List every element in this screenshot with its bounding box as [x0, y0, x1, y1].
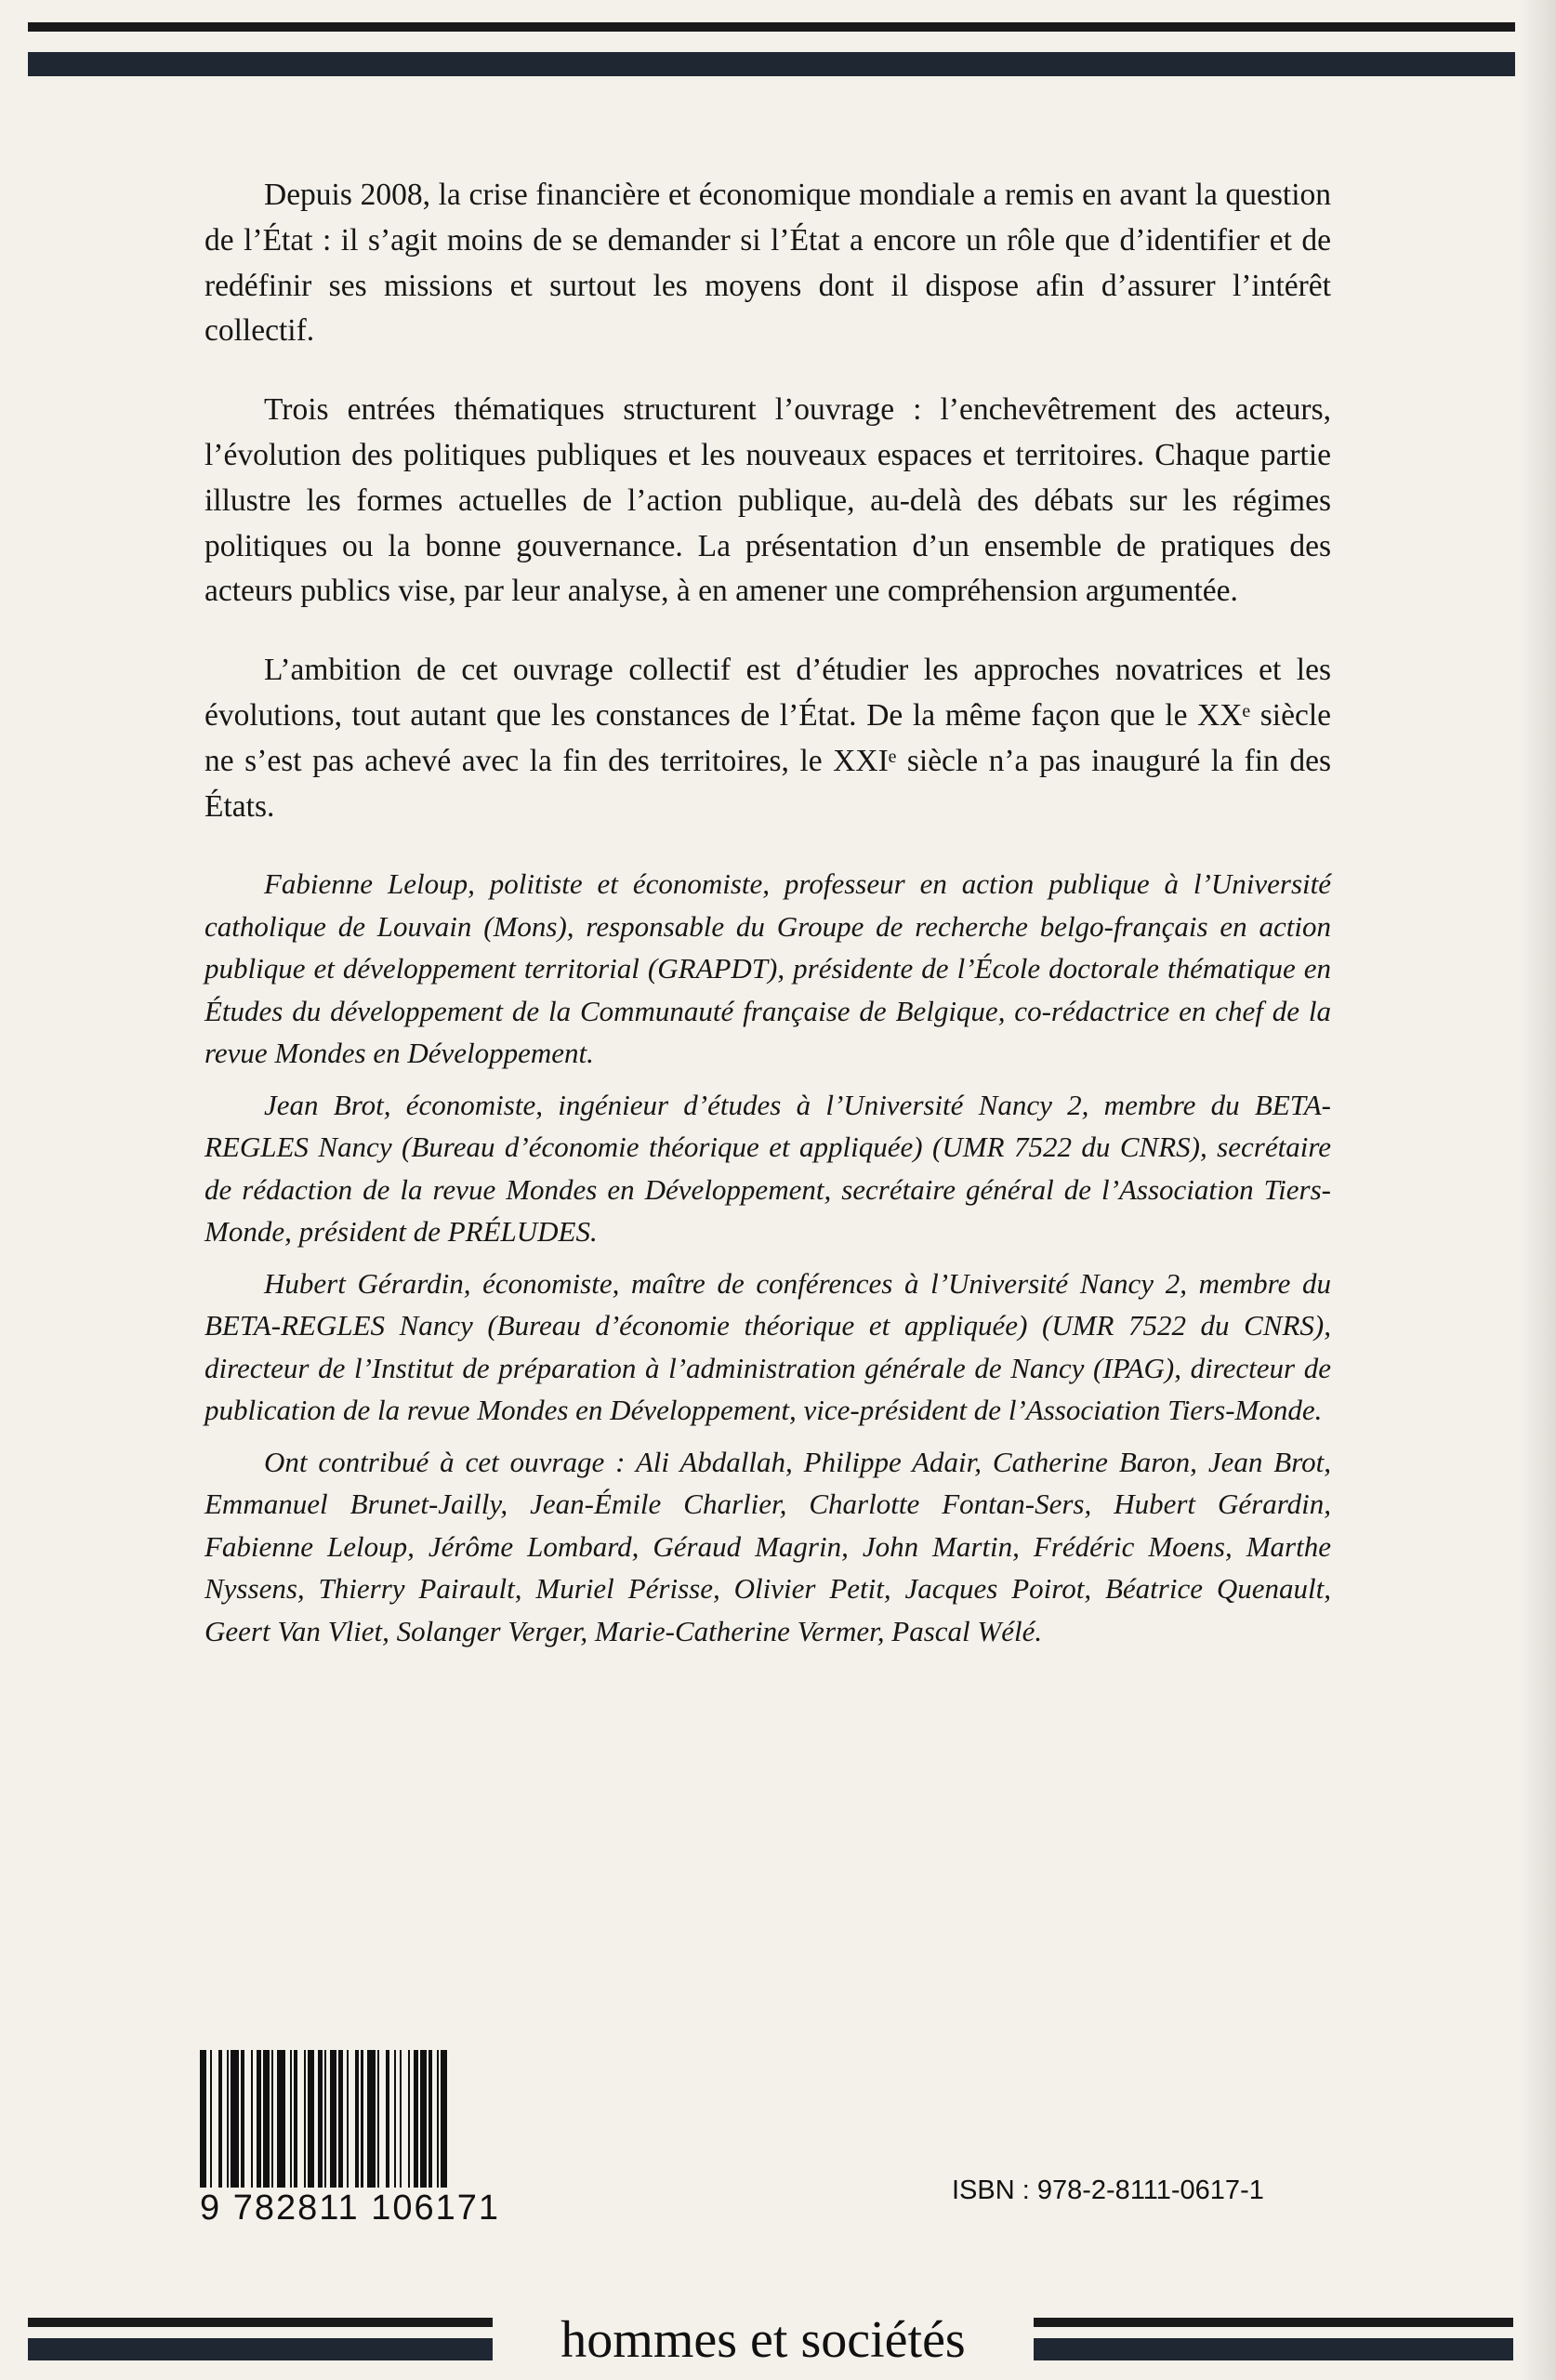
barcode — [200, 2050, 562, 2227]
summary-paragraph-3: L’ambition de cet ouvrage collectif est d’étudier les approches novatrices et les évolutions, tout autant que les constances de l’État. De la même façon que le XXᵉ siècle ne s’est pas achevé avec la fin des territoires, le XXIᵉ siècle n’a pas inauguré la fin des États. — [204, 653, 1331, 824]
summary-paragraph-1: Depuis 2008, la crise financière et économique mondiale a remis en avant la question de l’État : il s’agit moins de se demander si l’État a encore un rôle que d’identifier et de redéfinir ses missions et surtout les moyens dont il dispose afin d’assurer l’intérêt collectif. — [204, 178, 1331, 349]
summary-paragraph-2: Trois entrées thématiques structurent l’ouvrage : l’enchevêtrement des acteurs, l’évolution des politiques publiques et les nouveaux espaces et territoires. Chaque partie illustre les formes actuelles de l’action publique, au-delà des débats sur les régimes politiques ou la bonne gouvernance. La présentation d’un ensemble de pratiques des acteurs publics vise, par leur analyse, à en amener une compréhension argumentée. — [204, 392, 1331, 609]
bio-fabienne-leloup: Fabienne Leloup, politiste et économiste, professeur en action publique à l’Université catholique de Louvain (Mons), responsable du Groupe de recherche belgo-français en action publique et développement territorial (GRAPDT), présidente de l’École doctorale thématique en Études du développement de la Communauté française de Belgique, co-rédactrice en chef de la revue Mondes en Développement. — [204, 867, 1331, 1070]
author-bios — [204, 863, 1331, 1652]
barcode-bars — [200, 2050, 562, 2188]
page-edge-shadow — [1519, 0, 1556, 2380]
isbn-label: ISBN : 978-2-8111-0617-1 — [952, 2175, 1264, 2205]
back-cover-text — [204, 173, 1331, 1661]
bio-jean-brot: Jean Brot, économiste, ingénieur d’études à l’Université Nancy 2, membre du BETA-REGLES Nancy (Bureau d’économie théorique et appliquée) (UMR 7522 du CNRS), secrétaire de rédaction de la revue Mondes en Développement, secrétaire général de l’Association Tiers-Monde, président de PRÉLUDES. — [204, 1088, 1331, 1249]
footer-rule-left — [28, 2318, 493, 2370]
series-title: hommes et sociétés — [560, 2311, 966, 2369]
barcode-digits: 9 782811 106171 — [200, 2188, 501, 2228]
top-rule-thin — [28, 22, 1515, 32]
bio-hubert-gerardin: Hubert Gérardin, économiste, maître de conférences à l’Université Nancy 2, membre du BETA-REGLES Nancy (Bureau d’économie théorique et appliquée) (UMR 7522 du CNRS), directeur de l’Institut de préparation à l’administration générale de Nancy (IPAG), directeur de publication de la revue Mondes en Développement, vice-président de l’Association Tiers-Monde. — [204, 1266, 1331, 1427]
contributors-list: Ont contribué à cet ouvrage : Ali Abdallah, Philippe Adair, Catherine Baron, Jean Brot, Emmanuel Brunet-Jailly, Jean-Émile Charlier, Charlotte Fontan-Sers, Hubert Gérardin, Fabienne Leloup, Jérôme Lombard, Géraud Magrin, John Martin, Frédéric Moens, Marthe Nyssens, Thierry Pairault, Muriel Périsse, Olivier Petit, Jacques Poirot, Béatrice Quenault, Geert Van Vliet, Solanger Verger, Marie-Catherine Vermer, Pascal Wélé. — [204, 1445, 1331, 1647]
top-rule-thick — [28, 52, 1515, 76]
footer-rule-right — [1034, 2318, 1513, 2370]
